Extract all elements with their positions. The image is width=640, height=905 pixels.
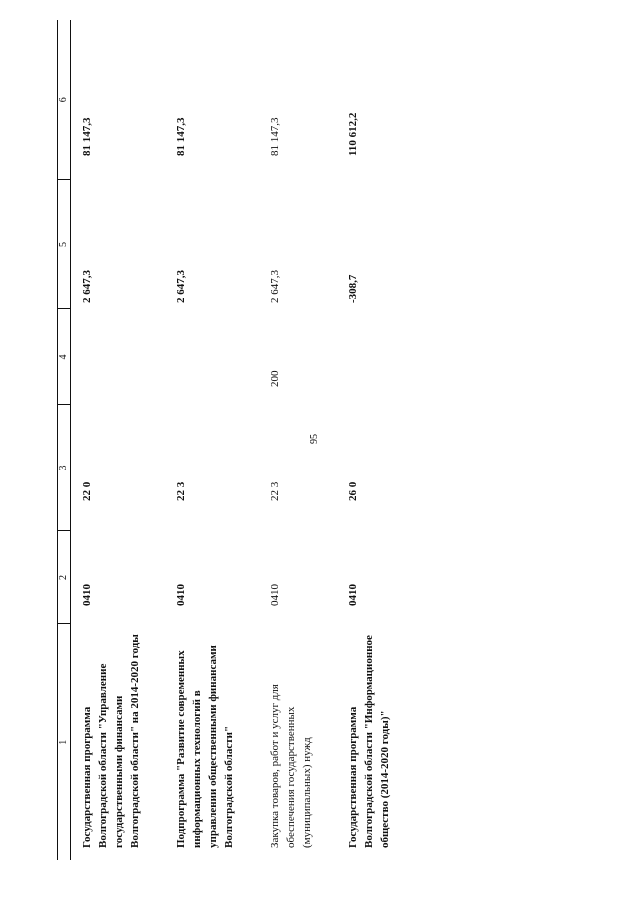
column-header-1: 1 xyxy=(58,624,71,860)
column-header-2: 2 xyxy=(58,531,71,624)
section-code: 0410 xyxy=(175,584,187,606)
expense-type-code xyxy=(71,309,166,405)
section-code: 0410 xyxy=(81,584,93,606)
table-row xyxy=(165,20,259,860)
table-header-row xyxy=(58,20,71,860)
program-code: 26 0 xyxy=(347,481,359,501)
row-name: Подпрограмма "Развитие современных информационных технологий в управлении общественными финансами Волгоградской области" xyxy=(175,645,235,848)
total-amount: 110 612,2 xyxy=(347,112,359,156)
section-code: 0410 xyxy=(347,584,359,606)
table-row xyxy=(71,20,166,860)
change-amount: 2 647,3 xyxy=(81,270,93,303)
change-amount: -308,7 xyxy=(347,274,359,303)
program-code: 22 3 xyxy=(269,481,281,501)
total-amount: 81 147,3 xyxy=(175,117,187,156)
total-amount: 81 147,3 xyxy=(81,117,93,156)
expense-type-code: 200 xyxy=(269,370,281,387)
program-code: 22 0 xyxy=(81,481,93,501)
column-header-6: 6 xyxy=(58,20,71,180)
row-name: Закупка товаров, работ и услуг для обеспечения государственных (муниципальных) нужд xyxy=(269,684,313,848)
table-row xyxy=(259,20,337,860)
change-amount: 2 647,3 xyxy=(175,270,187,303)
column-header-3: 3 xyxy=(58,405,71,531)
program-code: 22 3 xyxy=(175,481,187,501)
expense-type-code xyxy=(165,309,259,405)
section-code: 0410 xyxy=(269,584,281,606)
page-number: 95 xyxy=(309,434,320,444)
row-name: Государственная программа Волгоградской области "Управление государственными финансами Волгоградской области" на 2014-2020 годы xyxy=(81,634,141,848)
change-amount: 2 647,3 xyxy=(269,270,281,303)
budget-table-sheet xyxy=(57,20,597,860)
column-header-5: 5 xyxy=(58,180,71,309)
budget-table xyxy=(57,20,401,860)
table-row xyxy=(337,20,401,860)
expense-type-code xyxy=(337,309,401,405)
column-header-4: 4 xyxy=(58,309,71,405)
total-amount: 81 147,3 xyxy=(269,117,281,156)
row-name: Государственная программа Волгоградской области "Информационное общество (2014-2020 годы)" xyxy=(347,635,391,848)
